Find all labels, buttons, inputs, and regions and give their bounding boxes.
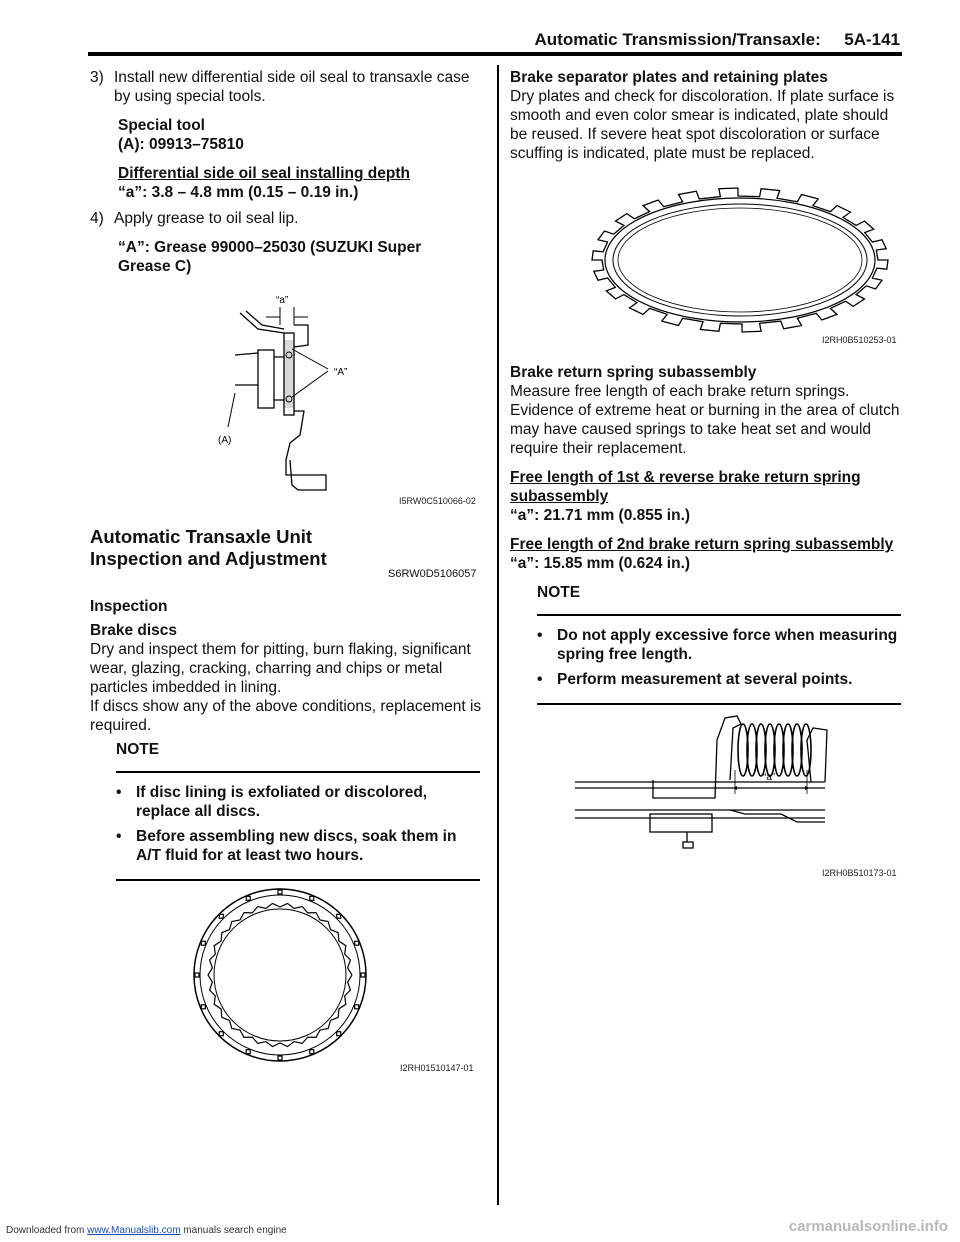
plates-text: Dry plates and check for discoloration. If plate surface is smooth and even color smear is indicated, plate should be reused. If severe heat spot discoloration or surface scuffing is indicated, plate must be replaced.	[510, 88, 895, 162]
header-rule	[88, 52, 902, 56]
special-tool-label: Special tool	[118, 117, 205, 134]
note-box-right	[537, 583, 901, 705]
footer-link[interactable]: www.Manualslib.com	[87, 1225, 181, 1236]
spring-coils	[738, 724, 811, 776]
inspection-heading: Inspection	[90, 598, 168, 615]
step-4-text: Apply grease to oil seal lip.	[114, 210, 299, 227]
disc-teeth	[195, 890, 365, 1060]
footer-prefix: Downloaded from	[6, 1225, 88, 1236]
figure-4-code: I2RH0B510173-01	[822, 868, 897, 878]
note-top-rule	[537, 614, 901, 616]
figure-3-code: I2RH0B510253-01	[822, 335, 897, 345]
spring-title: Brake return spring subassembly	[510, 364, 757, 381]
spring-text: Measure free length of each brake return springs. Evidence of extreme heat or burning in the area of clutch may have caused springs to take heat set and would require their replacement.	[510, 383, 900, 457]
note-bottom-rule	[537, 703, 901, 705]
figure-2-code: I2RH01510147-01	[400, 1063, 474, 1073]
figure-label-a: “a”	[763, 772, 776, 783]
note-item: • Do not apply excessive force when measuring spring free length.	[537, 626, 901, 664]
footer-suffix: manuals search engine	[180, 1225, 287, 1236]
brake-discs-text-2: If discs show any of the above conditions, replacement is required.	[90, 698, 482, 734]
figure-label-a: “a”	[276, 295, 289, 306]
column-divider	[497, 65, 499, 1205]
note-item: • Before assembling new discs, soak them in A/T fluid for at least two hours.	[116, 827, 480, 865]
plates-title: Brake separator plates and retaining plates	[510, 69, 828, 86]
page-header	[535, 30, 901, 50]
page-number: 5A-141	[844, 30, 900, 49]
step-4	[90, 209, 482, 228]
header-title: Automatic Transmission/Transaxle:	[534, 30, 821, 49]
figure-1-code: I5RW0C510066-02	[399, 496, 476, 506]
watermark: carmanualsonline.info	[788, 1218, 948, 1235]
inspection-block	[90, 597, 482, 735]
step-3-text: Install new differential side oil seal to transaxle case by using special tools.	[114, 69, 470, 105]
free-length-2-value: “a”: 15.85 mm (0.624 in.)	[510, 555, 691, 572]
seal-depth-spec	[90, 164, 482, 202]
note-item: • Perform measurement at several points.	[537, 670, 901, 689]
section-code: S6RW0D5106057	[388, 568, 477, 580]
figure-label-grease: “A”	[334, 367, 348, 378]
step-4-number: 4)	[90, 210, 104, 227]
grease-line-1: “A”: Grease 99000–25030 (SUZUKI Super	[118, 239, 422, 256]
brake-discs-text-1: Dry and inspect them for pitting, burn flaking, significant wear, glazing, cracking, charring and chips or metal particles imbedded in lining.	[90, 641, 471, 696]
depth-value: “a”: 3.8 – 4.8 mm (0.15 – 0.19 in.)	[118, 184, 359, 201]
plates-block	[510, 68, 902, 163]
note-title: NOTE	[537, 584, 581, 601]
note-bottom-rule	[116, 879, 480, 881]
note-top-rule	[116, 771, 480, 773]
spring-block	[510, 363, 902, 573]
brake-disc-figure	[190, 885, 370, 1065]
footer	[6, 1225, 287, 1236]
section-title: Automatic Transaxle Unit Inspection and Adjustment	[90, 526, 327, 569]
separator-plate-figure	[580, 178, 910, 338]
step-3-number: 3)	[90, 69, 104, 86]
note-item: • If disc lining is exfoliated or discolored, replace all discs.	[116, 783, 480, 821]
free-length-1-value: “a”: 21.71 mm (0.855 in.)	[510, 507, 691, 524]
step-3	[90, 68, 482, 106]
oil-seal-figure	[200, 285, 490, 505]
plate-teeth	[592, 188, 888, 332]
note-box-left	[116, 740, 480, 881]
grease-spec	[90, 238, 482, 276]
grease-line-2: Grease C)	[118, 258, 192, 275]
spring-caliper-figure	[575, 710, 905, 860]
special-tool-value: (A): 09913–75810	[118, 136, 244, 153]
note-title: NOTE	[116, 741, 160, 758]
free-length-2-title: Free length of 2nd brake return spring subassembly	[510, 536, 894, 553]
depth-title: Differential side oil seal installing depth	[118, 165, 410, 182]
special-tool	[90, 116, 482, 154]
free-length-1-title: Free length of 1st & reverse brake return spring subassembly	[510, 469, 861, 505]
figure-label-tool: (A)	[218, 435, 232, 446]
brake-discs-title: Brake discs	[90, 622, 178, 639]
